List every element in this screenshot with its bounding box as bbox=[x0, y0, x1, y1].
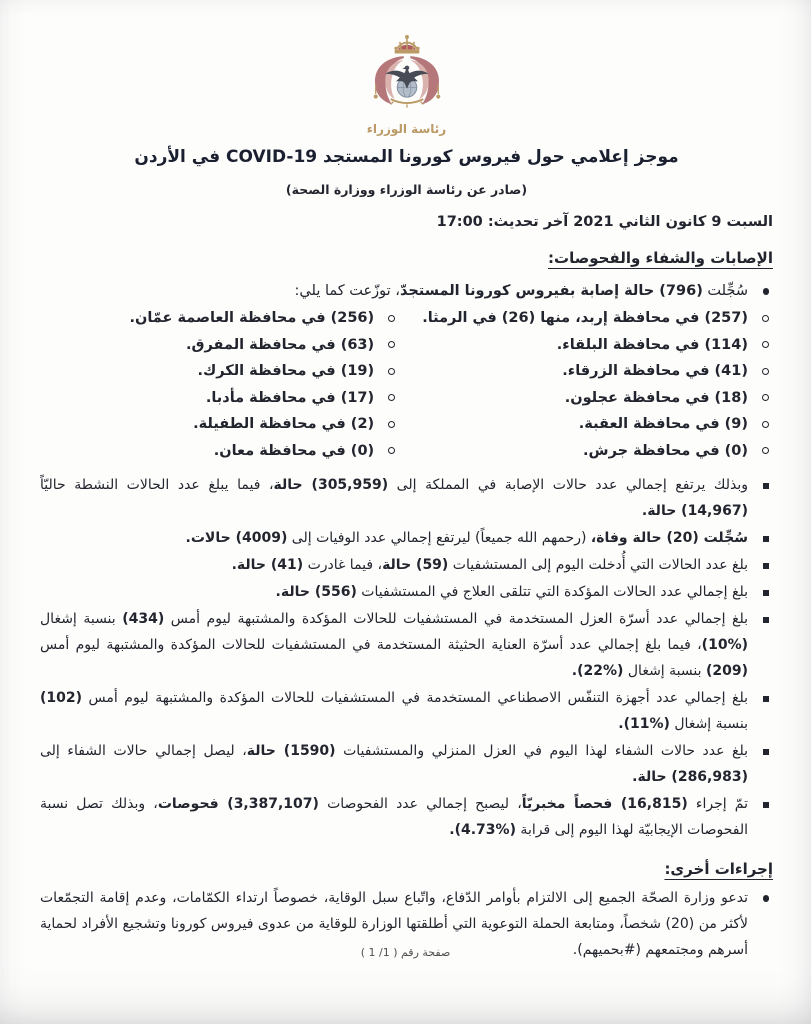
governorate-item bbox=[399, 332, 773, 359]
text-run: ، ليصبح إجمالي عدد الفحوصات bbox=[318, 796, 522, 812]
governorate-item bbox=[40, 332, 399, 359]
bullet-circle-icon bbox=[388, 341, 395, 348]
bullet-dot-icon bbox=[763, 288, 770, 295]
governorate-column-left bbox=[40, 305, 399, 464]
governorate-item bbox=[399, 385, 773, 412]
statistics-bullet-list bbox=[40, 472, 773, 843]
bullet-circle-icon bbox=[388, 421, 395, 428]
text-run: ، ليصل إجمالي حالات الشفاء إلى bbox=[40, 743, 247, 759]
bullet-circle-icon bbox=[762, 341, 769, 348]
text-run: (0) في محافظة معان. bbox=[213, 442, 375, 459]
text-run: (%4.73). bbox=[449, 822, 516, 838]
intro-bullet-list bbox=[40, 278, 773, 304]
text-run: (102) bbox=[40, 690, 83, 706]
bullet-square-icon bbox=[763, 617, 769, 623]
text-run: (2) في محافظة الطفيلة. bbox=[193, 416, 375, 432]
governorate-item bbox=[399, 305, 773, 332]
text-run: (%11). bbox=[618, 716, 670, 732]
bullet-text bbox=[129, 310, 374, 326]
statistic-bullet bbox=[40, 525, 773, 551]
text-run: (114) في محافظة البلقاء. bbox=[556, 336, 748, 353]
statistic-bullet bbox=[40, 738, 773, 790]
text-run: (18) في محافظة عجلون. bbox=[564, 389, 748, 406]
section-heading-measures-text: إجراءات أخرى: bbox=[664, 860, 773, 878]
text-run: بلغ عدد الحالات التي أُدخلت اليوم إلى المستشفيات bbox=[448, 557, 748, 573]
text-run: بنسبة إشغال bbox=[623, 663, 706, 679]
bullet-circle-icon bbox=[762, 421, 769, 428]
bullet-square-icon bbox=[763, 696, 769, 702]
statistic-bullet bbox=[40, 552, 773, 578]
governorate-item bbox=[40, 411, 399, 438]
bullet-text bbox=[562, 363, 748, 379]
text-run: (0) في محافظة جرش. bbox=[583, 442, 748, 459]
bullet-text bbox=[40, 611, 748, 679]
logo-area bbox=[40, 0, 773, 136]
text-run: (رحمهم الله جميعاً) ليرتفع إجمالي عدد الوفيات إلى bbox=[287, 530, 591, 546]
bullet-circle-icon bbox=[762, 368, 769, 375]
intro-bullet bbox=[40, 278, 773, 304]
statistic-bullet bbox=[40, 791, 773, 843]
text-run: (16,815) فحصاً مخبريّاً bbox=[521, 796, 688, 812]
bullet-text bbox=[565, 390, 748, 406]
text-run: (434) bbox=[122, 611, 165, 627]
bullet-text bbox=[186, 530, 748, 546]
text-run: تمّ إجراء bbox=[687, 796, 748, 812]
governorate-item bbox=[40, 385, 399, 412]
bullet-square-icon bbox=[763, 802, 769, 808]
bullet-text bbox=[583, 443, 748, 459]
text-run: بنسبة إشغال bbox=[40, 611, 123, 627]
bullet-text bbox=[232, 557, 748, 573]
bullet-circle-icon bbox=[388, 447, 395, 454]
text-run: (9) في محافظة العقبة. bbox=[578, 416, 748, 432]
text-run: (4009) حالات. bbox=[185, 530, 288, 546]
logo-caption: رئاسة الوزراء bbox=[366, 122, 447, 136]
text-run: سُجِّلت (20) حالة وفاة، bbox=[590, 530, 748, 546]
bullet-circle-icon bbox=[762, 394, 769, 401]
statistic-bullet bbox=[40, 472, 773, 524]
governorate-column-right bbox=[399, 305, 773, 464]
text-run: (796) حالة إصابة بفيروس كورونا المستجدّ bbox=[399, 283, 703, 299]
section-heading-cases-text: الإصابات والشفاء والفحوصات: bbox=[548, 249, 773, 267]
statistic-bullet bbox=[40, 606, 773, 684]
text-run: (305,959) حالة bbox=[273, 477, 389, 493]
text-run: (1590) حالة bbox=[246, 743, 336, 759]
bullet-text bbox=[193, 416, 374, 432]
jordan-coat-of-arms-icon bbox=[356, 34, 458, 120]
document-title: موجز إعلامي حول فيروس كورونا المستجد COVID-19 في الأردن bbox=[134, 147, 679, 167]
text-run: (286,983) حالة. bbox=[632, 769, 748, 785]
bullet-text bbox=[186, 337, 374, 353]
bullet-dot-icon bbox=[763, 895, 770, 902]
bullet-text bbox=[214, 443, 374, 459]
bullet-circle-icon bbox=[762, 315, 769, 322]
text-run: (19) في محافظة الكرك. bbox=[197, 363, 375, 379]
governorate-item bbox=[399, 358, 773, 385]
text-run: (17) في محافظة مأدبا. bbox=[205, 389, 375, 406]
statistic-bullet bbox=[40, 685, 773, 737]
text-run: ، وبذلك تصل نسبة الفحوصات الإيجابيّة لهذا اليوم إلى قرابة bbox=[40, 796, 748, 838]
bullet-text bbox=[40, 796, 748, 838]
bullet-text bbox=[40, 690, 748, 732]
bullet-text bbox=[557, 337, 748, 353]
bullet-square-icon bbox=[763, 536, 769, 542]
text-run: ، فيما بلغ إجمالي عدد أسرّة العناية الحثيثة المستخدمة في المستشفيات للحالات المؤكدة والمشتبهة ليوم أمس bbox=[40, 637, 702, 653]
text-run: (556) حالة. bbox=[275, 584, 357, 600]
text-run: بنسبة إشغال bbox=[669, 716, 748, 732]
text-run: (41) في محافظة الزرقاء. bbox=[562, 363, 748, 379]
text-run: ، توزّعت كما يلي: bbox=[294, 283, 400, 299]
text-run: بلغ إجمالي عدد أجهزة التنفّس الاصطناعي المستخدمة في المستشفيات للحالات المؤكدة والمشتبهة ليوم أمس bbox=[82, 690, 748, 706]
bullet-text bbox=[579, 416, 748, 432]
bullet-circle-icon bbox=[388, 315, 395, 322]
governorate-item bbox=[399, 411, 773, 438]
text-run: (209) bbox=[705, 663, 748, 679]
text-run: ، فيما غادرت bbox=[303, 557, 383, 573]
bullet-text bbox=[295, 283, 748, 299]
bullet-text bbox=[206, 390, 374, 406]
document-subtitle: (صادر عن رئاسة الوزراء ووزارة الصحة) bbox=[285, 182, 528, 197]
governorate-item bbox=[40, 358, 399, 385]
governorate-item bbox=[399, 438, 773, 465]
bullet-circle-icon bbox=[388, 368, 395, 375]
section-heading-measures bbox=[40, 858, 773, 880]
text-run: وبذلك يرتفع إجمالي عدد حالات الإصابة في المملكة إلى bbox=[388, 477, 748, 493]
bullet-circle-icon bbox=[388, 394, 395, 401]
text-run: سُجِّلت bbox=[702, 283, 748, 299]
bullet-square-icon bbox=[763, 563, 769, 569]
governorate-item bbox=[40, 438, 399, 465]
statistic-bullet bbox=[40, 579, 773, 605]
text-run: بلغ عدد حالات الشفاء لهذا اليوم في العزل المنزلي والمستشفيات bbox=[335, 743, 748, 759]
text-run: (%10) bbox=[701, 637, 748, 653]
bullet-text bbox=[276, 584, 748, 600]
page-number: صفحة رقم ( 1/ 1 ) bbox=[360, 946, 451, 959]
text-run: (59) حالة bbox=[382, 557, 449, 573]
text-run: بلغ إجمالي عدد الحالات المؤكدة التي تتلقى العلاج في المستشفيات bbox=[356, 584, 748, 600]
governorate-breakdown bbox=[40, 305, 773, 464]
text-run: (41) حالة. bbox=[231, 557, 304, 573]
text-run: ، فيما يبلغ عدد الحالات النشطة حاليّاً bbox=[40, 477, 274, 493]
bullet-square-icon bbox=[763, 483, 769, 489]
bullet-text bbox=[422, 310, 748, 326]
text-run: (257) في محافظة إربد، منها (26) في الرمثا. bbox=[422, 310, 748, 326]
text-run: (3,387,107) فحوصات bbox=[157, 796, 319, 812]
text-run: (256) في محافظة العاصمة عمّان. bbox=[129, 310, 375, 326]
text-run: تدعو وزارة الصحّة الجميع إلى الالتزام بأوامر الدّفاع، واتّباع سبل الوقاية، خصوصاً ارتداء الكمّامات، وعدم إقامة التجمّعات لأكثر من (20) شخصاً، ومتابعة الحملة التوعوية التي أطلقتها الوزارة للوقاية من عدوى فيروس كورونا وتشجيع الأفراد لحماية أسرهم ومجتمعهم (#بحميهم). bbox=[40, 890, 748, 958]
text-run: بلغ إجمالي عدد أسرّة العزل المستخدمة في المستشفيات للحالات المؤكدة والمشتبهة ليوم أمس bbox=[164, 611, 749, 627]
bullet-text bbox=[197, 363, 374, 379]
date-line: السبت 9 كانون الثاني 2021 آخر تحديث: 17:00 bbox=[436, 214, 773, 230]
bullet-square-icon bbox=[763, 749, 769, 755]
bullet-square-icon bbox=[763, 590, 769, 596]
text-run: (%22). bbox=[571, 663, 624, 679]
bullet-text bbox=[40, 743, 748, 785]
text-run: (63) في محافظة المفرق. bbox=[186, 336, 375, 353]
governorate-item bbox=[40, 305, 399, 332]
bullet-circle-icon bbox=[762, 447, 769, 454]
text-run: (14,967) حالة. bbox=[641, 503, 748, 519]
bullet-text bbox=[40, 477, 748, 519]
section-heading-cases bbox=[40, 247, 773, 269]
